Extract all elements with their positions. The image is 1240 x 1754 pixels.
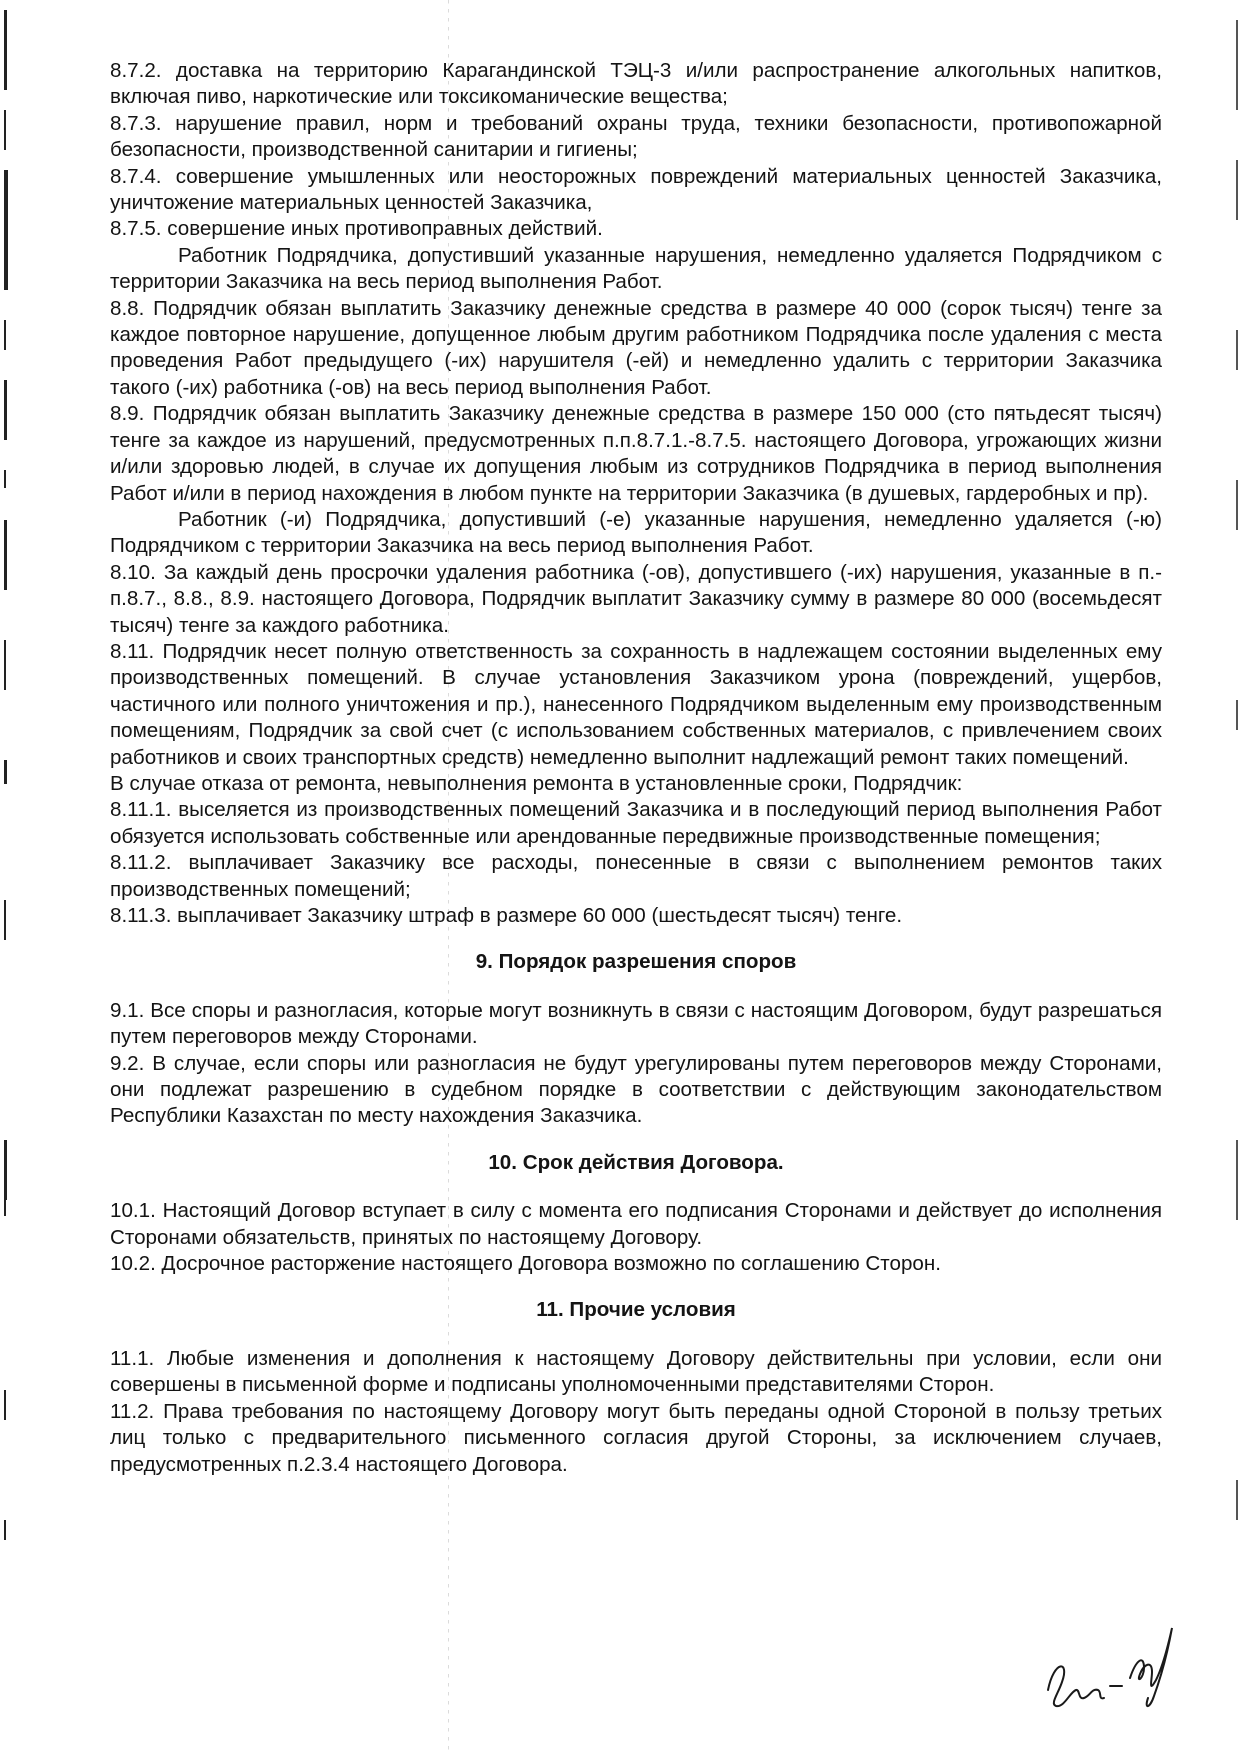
section-9-body [110, 998, 1162, 1130]
scanner-edge-marks-right [1230, 0, 1240, 1754]
clause-paragraph: 8.10. За каждый день просрочки удаления работника (-ов), допустившего (-их) нарушения, указанные в п.-п.8.7., 8.8., 8.9. настоящего Договора, Подрядчик выплатит Заказчику сумму в размере 80 000 (восемьдесят тысяч) тенге за каждого работника. [110, 560, 1162, 637]
section-8-continuation [110, 58, 1162, 929]
document-body [110, 58, 1162, 1478]
clause-paragraph: В случае отказа от ремонта, невыполнения ремонта в установленные сроки, Подрядчик: [110, 771, 963, 795]
section-10-heading: 10. Срок действия Договора. [488, 1150, 784, 1174]
clause-paragraph: 9.2. В случае, если споры или разногласия не будут урегулированы путем переговоров между Сторонами, они подлежат разрешению в судебном порядке в соответствии с действующим законодательством Республики Казахстан по месту нахождения Заказчика. [110, 1051, 1162, 1128]
section-10-body [110, 1198, 1162, 1277]
scanner-edge-marks [0, 0, 22, 1754]
clause-paragraph: 8.8. Подрядчик обязан выплатить Заказчику денежные средства в размере 40 000 (сорок тысяч) тенге за каждое повторное нарушение, допущенное любым другим работником Подрядчика после удаления с места проведения Работ предыдущего (-их) нарушителя (-ей) и немедленно удалить с территории Заказчика такого (-их) работника (-ов) на весь период выполнения Работ. [110, 296, 1162, 399]
clause-paragraph: 8.9. Подрядчик обязан выплатить Заказчику денежные средства в размере 150 000 (сто пятьдесят тысяч) тенге за каждое из нарушений, предусмотренных п.п.8.7.1.-8.7.5. настоящего Договора, угрожающих жизни и/или здоровью людей, в случае их допущения любым из сотрудников Подрядчика в период выполнения Работ и/или в период нахождения в любом пункте на территории Заказчика (в душевых, гардеробных и пр). [110, 402, 1162, 505]
clause-paragraph: 10.1. Настоящий Договор вступает в силу с момента его подписания Сторонами и действует до исполнения Сторонами обязательств, принятых по настоящему Договору. [110, 1199, 1162, 1249]
section-11-heading: 11. Прочие условия [536, 1298, 736, 1322]
clause-paragraph: 8.11. Подрядчик несет полную ответственность за сохранность в надлежащем состоянии выделенных ему производственных помещений. В случае установления Заказчиком урона (повреждений, ущербов, частичного или полного уничтожения и пр.), нанесенного Подрядчиком выделенным ему производственным помещениям, Подрядчик за свой счет (с использованием собственных материалов, с привлечением своих работников и своих транспортных средств) немедленно выполнит надлежащий ремонт таких помещений. [110, 639, 1162, 769]
clause-paragraph: Работник (-и) Подрядчика, допустивший (-е) указанные нарушения, немедленно удаляется (-ю) Подрядчиком с территории Заказчика на весь период выполнения Работ. [110, 507, 1162, 558]
section-9-heading: 9. Порядок разрешения споров [475, 950, 797, 974]
section-11-body [110, 1346, 1162, 1478]
clause-paragraph: 8.11.1. выселяется из производственных помещений Заказчика и в последующий период выполнения Работ обязуется использовать собственные или арендованные передвижные производственные помещения; [110, 798, 1162, 848]
clause-paragraph: 11.1. Любые изменения и дополнения к настоящему Договору действительны при условии, если они совершены в письменной форме и подписаны уполномоченными представителями Сторон. [110, 1346, 1162, 1397]
clause-paragraph: 8.7.5. совершение иных противоправных действий. [110, 217, 603, 241]
clause-paragraph: 8.11.3. выплачивает Заказчику штраф в размере 60 000 (шестьдесят тысяч) тенге. [110, 904, 903, 927]
clause-paragraph: 8.7.4. совершение умышленных или неосторожных повреждений материальных ценностей Заказчика, уничтожение материальных ценностей Заказчика, [110, 164, 1162, 215]
handwritten-signature [1040, 1620, 1180, 1720]
clause-paragraph: 8.7.3. нарушение правил, норм и требований охраны труда, техники безопасности, противопожарной безопасности, производственной санитарии и гигиены; [110, 111, 1162, 162]
clause-paragraph: 9.1. Все споры и разногласия, которые могут возникнуть в связи с настоящим Договором, будут разрешаться путем переговоров между Сторонами. [110, 998, 1162, 1049]
clause-paragraph: 8.11.2. выплачивает Заказчику все расходы, понесенные в связи с выполнением ремонтов таких производственных помещений; [110, 851, 1162, 901]
clause-paragraph: 11.2. Права требования по настоящему Договору могут быть переданы одной Стороной в пользу третьих лиц только с предварительного письменного согласия другой Стороны, за исключением случаев, предусмотренных п.2.3.4 настоящего Договора. [110, 1399, 1162, 1476]
clause-paragraph: 10.2. Досрочное расторжение настоящего Договора возможно по соглашению Сторон. [110, 1252, 941, 1276]
clause-paragraph: Работник Подрядчика, допустивший указанные нарушения, немедленно удаляется Подрядчиком с территории Заказчика на весь период выполнения Работ. [110, 243, 1162, 294]
clause-paragraph: 8.7.2. доставка на территорию Карагандинской ТЭЦ-3 и/или распространение алкогольных напитков, включая пиво, наркотические или токсикоманические вещества; [110, 59, 1162, 109]
